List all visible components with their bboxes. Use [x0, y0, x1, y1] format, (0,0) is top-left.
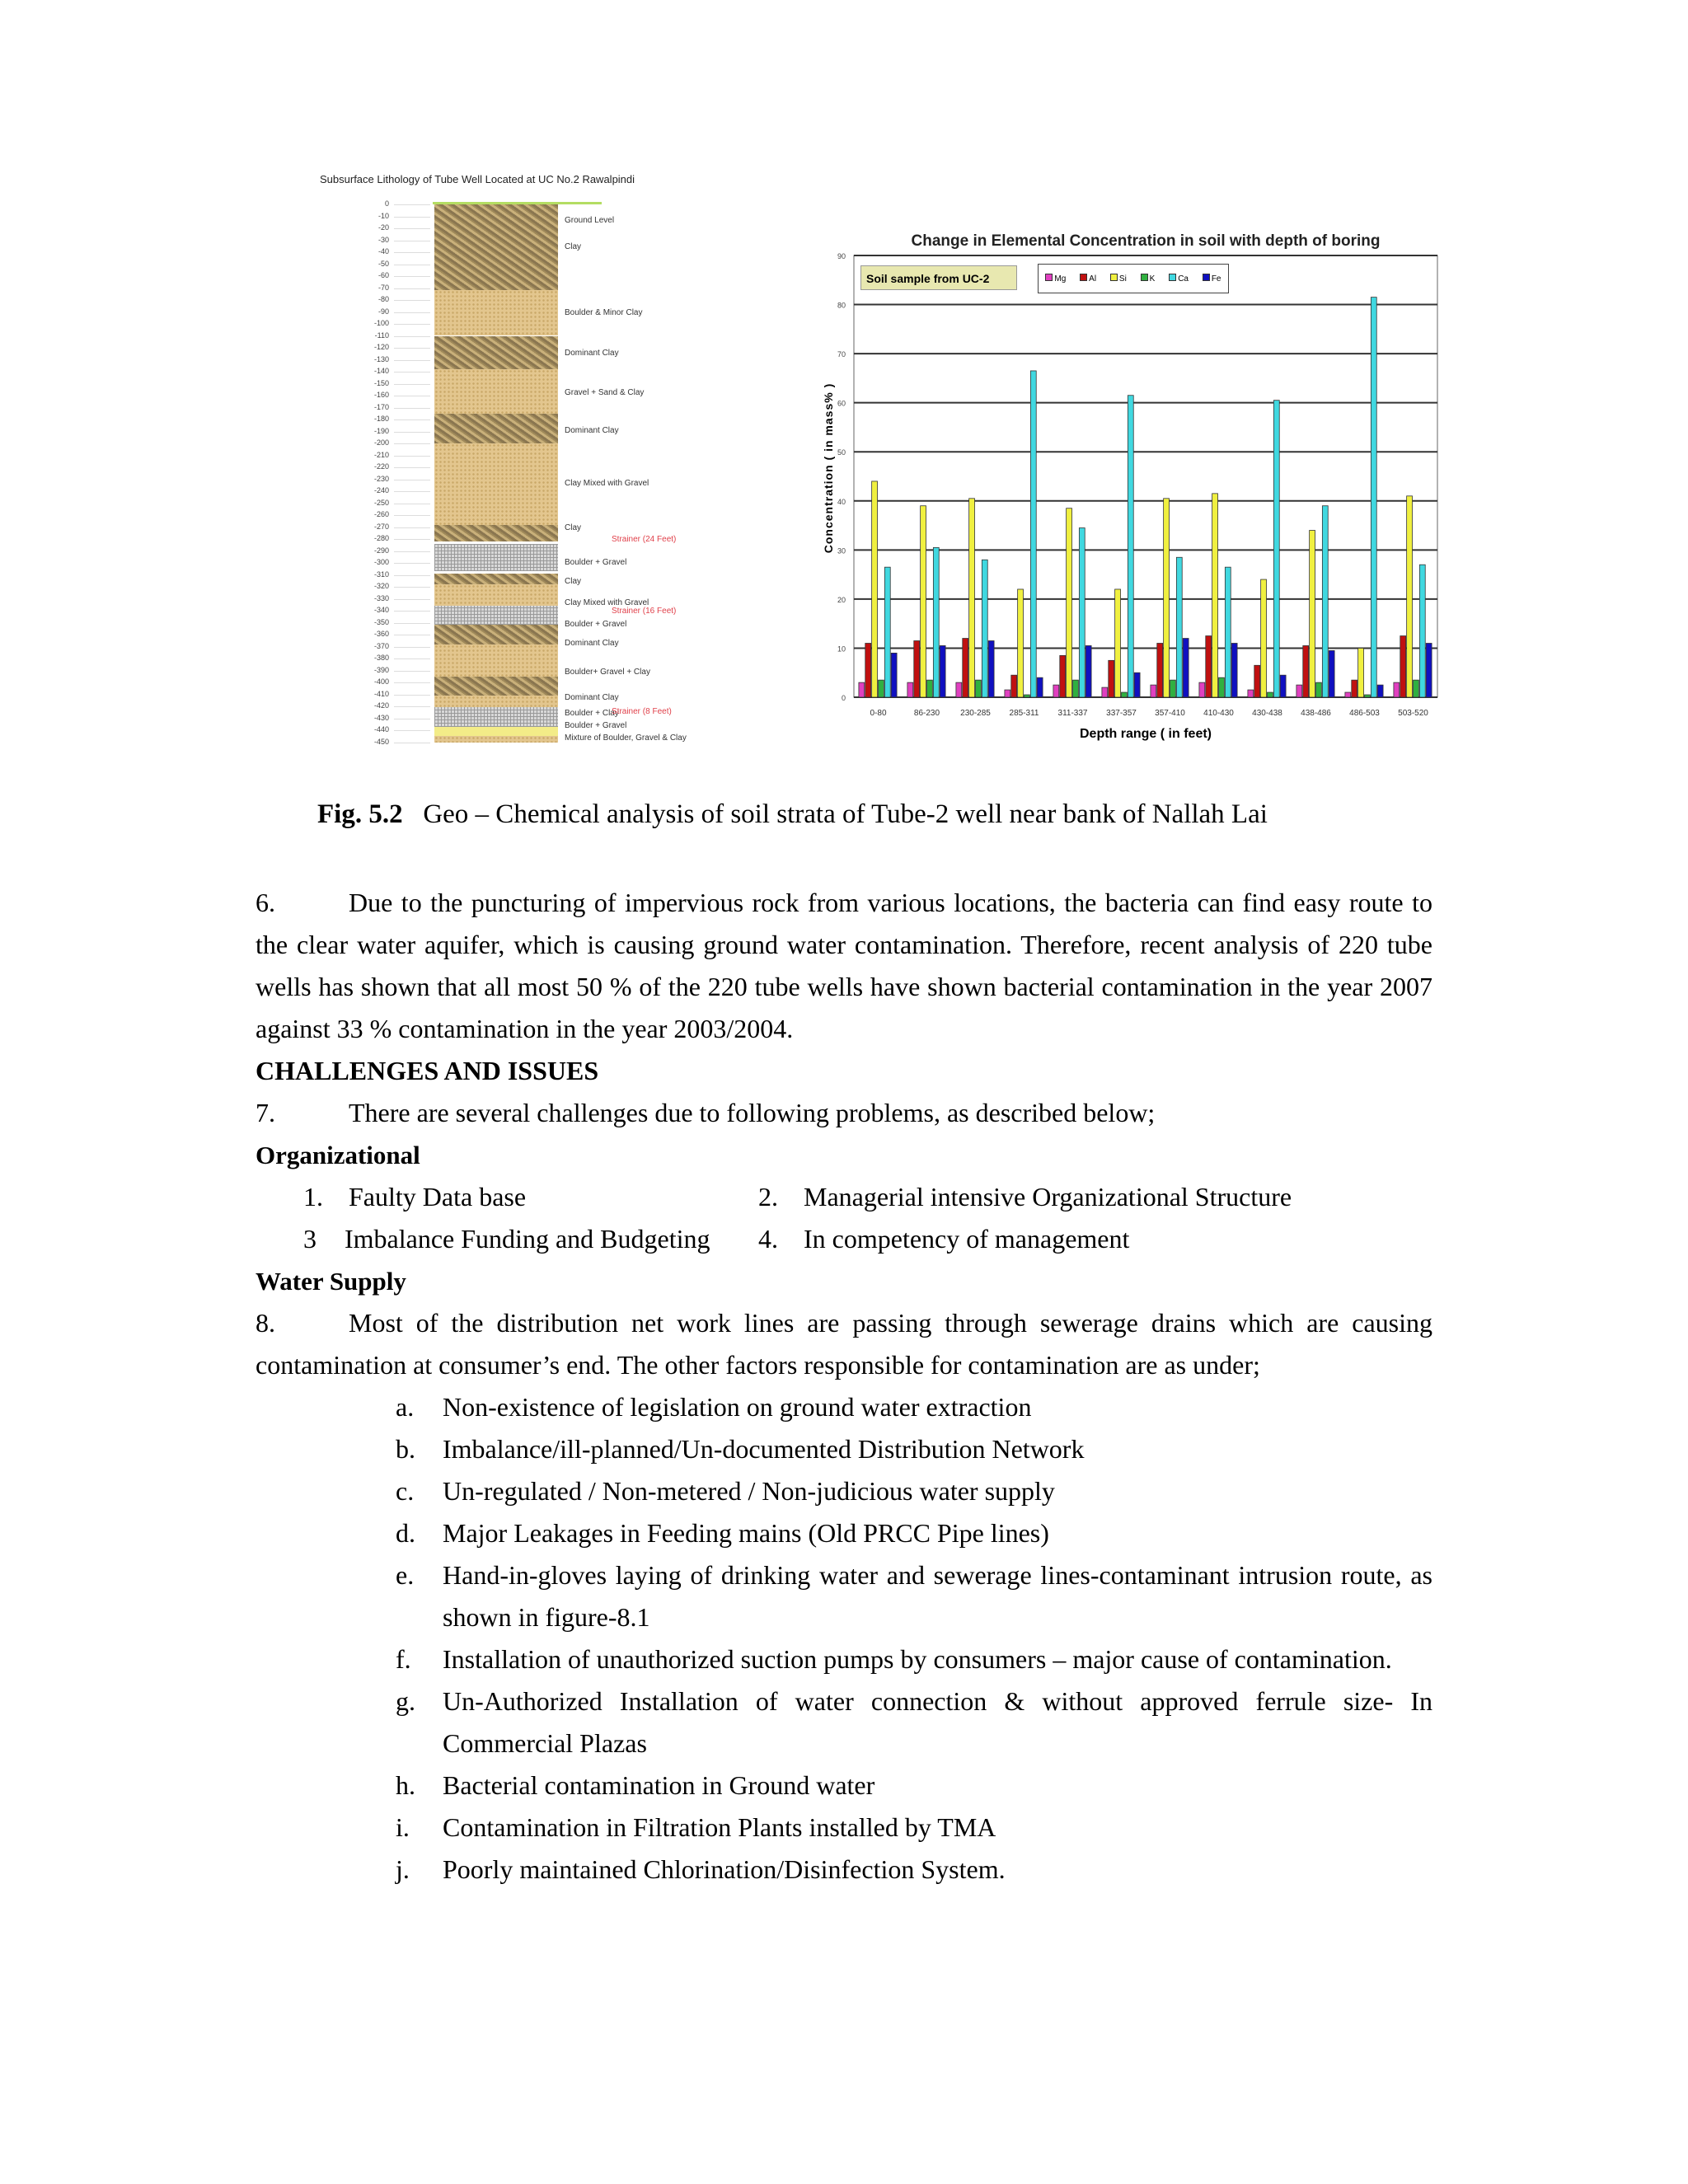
depth-tick-label: -160: [373, 391, 389, 399]
layer-label: Clay Mixed with Gravel: [565, 479, 649, 489]
chart-title: Change in Elemental Concentration in soil with depth of boring: [911, 232, 1381, 250]
depth-tick-label: -40: [377, 247, 389, 255]
legend-swatch: [1203, 274, 1210, 281]
paragraph-text: Due to the puncturing of impervious rock from various locations, the bacteria can find easy route to the clear water aquifer, which is causing ground water contamination. Therefore, recent analysis of 220 tube wells has shown that all most 50 % of the 220 tube wells have shown bacterial contamination in the year 2007 against 33 % contamination in the year 2003/2004.: [256, 888, 1432, 1043]
list-item-text: Non-existence of legislation on ground water extraction: [443, 1392, 1032, 1422]
layer-label: Boulder + Gravel: [565, 721, 627, 731]
layer-label: Mixture of Boulder, Gravel & Clay: [565, 733, 687, 743]
bar-mg: [1199, 682, 1205, 697]
list-marker: 3: [303, 1224, 316, 1254]
depth-tick-label: -290: [373, 546, 389, 555]
bar-al: [1206, 636, 1212, 697]
x-tick-label: 285-311: [1009, 709, 1039, 718]
list-item: In competency of management: [804, 1224, 1130, 1254]
bar-si: [921, 506, 926, 697]
layer-label: Dominant Clay: [565, 349, 619, 359]
legend-item: [1203, 274, 1221, 284]
y-tick-label: 10: [837, 644, 846, 654]
depth-tick-label: -110: [374, 330, 389, 340]
legend-label: Fe: [1211, 274, 1221, 284]
bar-mg: [1394, 682, 1400, 697]
chart-y-label: Concentration ( in mass% ): [822, 382, 835, 554]
layer-label: Clay: [565, 523, 582, 532]
bar-mg: [1296, 685, 1302, 697]
x-tick-label: 410-430: [1203, 709, 1234, 718]
bar-fe: [1134, 673, 1140, 697]
bar-fe: [988, 641, 994, 697]
depth-tick-label: -450: [373, 737, 389, 746]
x-tick-label: 430-438: [1252, 709, 1282, 718]
bar-mg: [1102, 687, 1108, 697]
list-item: [256, 1849, 1432, 1891]
paragraph-7: [256, 1092, 1432, 1134]
bar-mg: [1151, 685, 1156, 697]
bar-ca: [1225, 567, 1231, 697]
list-item: Managerial intensive Organizational Structure: [804, 1182, 1292, 1212]
bar-ca: [1128, 396, 1133, 697]
section-heading: CHALLENGES AND ISSUES: [256, 1056, 599, 1085]
list-item: [256, 1428, 1432, 1470]
depth-tick-label: -330: [373, 593, 389, 602]
layer-label: Boulder + Gravel: [565, 557, 627, 567]
paragraph-text: Most of the distribution net work lines are passing through sewerage drains which are causing contamination at consumer’s end. The other factors responsible for contamination are as under;: [256, 1308, 1432, 1380]
legend-swatch: [1045, 274, 1053, 281]
list-item-text: Poorly maintained Chlorination/Disinfection System.: [443, 1854, 1006, 1884]
bar-k: [1365, 695, 1371, 697]
bar-fe: [1329, 650, 1334, 697]
strainer-label: Strainer (16 Feet): [612, 606, 677, 616]
list-item-text: Bacterial contamination in Ground water: [443, 1770, 875, 1800]
depth-tick-label: 0: [384, 199, 389, 208]
bar-si: [969, 499, 975, 697]
y-tick-label: 70: [837, 350, 846, 359]
org-row-2: [256, 1218, 1432, 1260]
depth-tick-label: -50: [377, 259, 389, 268]
depth-tick-label: -430: [373, 713, 389, 722]
list-item-text: Un-regulated / Non-metered / Non-judicious water supply: [443, 1476, 1055, 1506]
bar-k: [879, 680, 884, 697]
lithology-title: Subsurface Lithology of Tube Well Located at UC No.2 Rawalpindi: [320, 173, 635, 185]
paragraph-number: 8.: [256, 1308, 275, 1338]
bar-fe: [1377, 685, 1383, 697]
legend-swatch: [1169, 274, 1176, 281]
legend-item: [1141, 274, 1156, 284]
bar-al: [865, 643, 871, 697]
x-tick-label: 486-503: [1349, 709, 1380, 718]
depth-tick-label: -130: [373, 354, 389, 363]
list-item: [256, 1512, 1432, 1554]
depth-tick-label: -30: [377, 235, 389, 244]
list-marker: h.: [396, 1770, 415, 1800]
bar-ca: [1322, 506, 1328, 697]
chart-plot: [0, 0, 1688, 766]
depth-tick-label: -170: [373, 402, 389, 411]
bar-al: [1011, 675, 1017, 697]
bar-si: [1261, 579, 1267, 697]
bar-k: [1170, 680, 1176, 697]
y-tick-label: 0: [841, 694, 846, 702]
caption-text: Geo – Chemical analysis of soil strata of Tube-2 well near bank of Nallah Lai: [423, 799, 1268, 829]
list-marker: b.: [396, 1434, 415, 1464]
caption-label: Fig. 5.2: [317, 799, 403, 829]
depth-tick-label: -200: [373, 438, 389, 447]
depth-tick-label: -380: [373, 654, 389, 662]
depth-tick-label: -60: [377, 271, 389, 279]
bar-al: [1157, 643, 1163, 697]
layer-label: Clay Mixed with Gravel: [565, 598, 649, 608]
bar-si: [1115, 589, 1121, 697]
depth-tick-label: -140: [373, 367, 389, 375]
depth-tick-label: -10: [377, 211, 389, 220]
legend-label: Mg: [1054, 274, 1067, 284]
bar-k: [1025, 695, 1030, 697]
strainer-label: Strainer (24 Feet): [612, 534, 677, 544]
bar-si: [1067, 509, 1072, 697]
depth-tick-label: -350: [373, 617, 389, 626]
list-marker: c.: [396, 1476, 415, 1506]
depth-tick-label: -370: [373, 641, 389, 650]
layer-label: Dominant Clay: [565, 426, 619, 436]
bar-al: [963, 639, 968, 697]
layer-label: Dominant Clay: [565, 692, 619, 702]
bar-fe: [1037, 677, 1043, 697]
bar-al: [1400, 636, 1406, 697]
bar-ca: [1273, 401, 1279, 697]
legend-label: Al: [1089, 274, 1097, 284]
list-item-text: Installation of unauthorized suction pumps by consumers – major cause of contamination.: [443, 1644, 1392, 1674]
depth-tick-label: -270: [373, 522, 389, 531]
y-tick-label: 40: [837, 497, 846, 506]
depth-tick-label: -180: [373, 415, 389, 423]
legend-swatch: [1080, 274, 1087, 281]
depth-tick-label: -320: [373, 582, 389, 590]
list-item: [256, 1765, 1432, 1807]
bar-mg: [1005, 690, 1010, 697]
depth-tick-label: -280: [373, 534, 389, 542]
depth-tick-label: -220: [373, 462, 389, 471]
bar-fe: [1231, 643, 1237, 697]
list-item: [256, 1807, 1432, 1849]
org-row-1: [256, 1176, 1432, 1218]
list-item-text: Imbalance/ill-planned/Un-documented Distribution Network: [443, 1434, 1085, 1464]
chart-x-label: Depth range ( in feet): [1079, 727, 1212, 741]
legend-label: Ca: [1178, 274, 1189, 284]
bar-si: [1310, 531, 1315, 697]
paragraph-number: 6.: [256, 888, 275, 917]
bar-ca: [1419, 565, 1425, 697]
y-tick-label: 20: [837, 595, 846, 604]
depth-tick-label: -240: [373, 486, 389, 494]
legend-label: Si: [1118, 274, 1127, 284]
bar-mg: [1248, 690, 1254, 697]
depth-tick-label: -190: [373, 426, 389, 435]
bar-ca: [1030, 371, 1036, 697]
layer-label: Dominant Clay: [565, 639, 619, 649]
list-item: [256, 1470, 1432, 1512]
depth-tick-label: -100: [373, 319, 389, 327]
paragraph-8: [256, 1302, 1432, 1386]
legend-label: K: [1149, 274, 1156, 284]
depth-tick-label: -360: [373, 630, 389, 638]
list-item-text: Hand-in-gloves laying of drinking water and sewerage lines-contaminant intrusion route, as shown in figure-8.1: [443, 1560, 1432, 1632]
bar-si: [872, 481, 878, 697]
y-tick-label: 60: [837, 399, 846, 408]
list-marker: 1.: [303, 1182, 323, 1212]
list-marker: f.: [396, 1644, 411, 1674]
chart-legend: [1038, 264, 1229, 293]
list-marker: j.: [396, 1854, 410, 1884]
layer-label: Boulder+ Gravel + Clay: [565, 668, 650, 677]
list-marker: d.: [396, 1518, 415, 1548]
x-tick-label: 438-486: [1301, 709, 1331, 718]
bar-ca: [1176, 557, 1182, 697]
figure-caption: [317, 799, 1268, 830]
list-marker: e.: [396, 1560, 415, 1590]
bar-mg: [956, 682, 962, 697]
bar-si: [1212, 494, 1218, 697]
layer-label: Boulder & Minor Clay: [565, 307, 643, 317]
y-tick-label: 50: [837, 448, 846, 457]
depth-tick-label: -420: [373, 701, 389, 710]
list-item: [256, 1554, 1432, 1638]
bar-si: [1164, 499, 1170, 697]
bar-mg: [1053, 685, 1059, 697]
depth-tick-label: -230: [373, 474, 389, 483]
paragraph-number: 7.: [256, 1098, 275, 1127]
chart-annotation: Soil sample from UC-2: [860, 265, 1017, 290]
layer-label: Clay: [565, 577, 582, 586]
list-item: [256, 1386, 1432, 1428]
x-tick-label: 311-337: [1057, 709, 1088, 718]
y-tick-label: 80: [837, 301, 846, 310]
x-tick-label: 503-520: [1398, 709, 1428, 718]
paragraph-6: [256, 882, 1432, 1050]
layer-label: Boulder + Gravel: [565, 620, 627, 630]
list-item: Faulty Data base: [349, 1182, 527, 1212]
subheading-organizational: Organizational: [256, 1141, 420, 1169]
x-tick-label: 230-285: [960, 709, 991, 718]
contamination-factors-list: [256, 1386, 1432, 1891]
bar-al: [1303, 645, 1309, 697]
bar-si: [1407, 496, 1413, 697]
bar-k: [1073, 680, 1079, 697]
bar-ca: [1079, 528, 1085, 697]
bar-mg: [907, 682, 913, 697]
bar-fe: [1183, 639, 1189, 697]
depth-tick-label: -80: [377, 295, 389, 303]
bar-k: [927, 680, 933, 697]
bar-mg: [859, 682, 865, 697]
depth-tick-label: -390: [373, 665, 389, 674]
strainer-label: Strainer (8 Feet): [612, 706, 672, 716]
plot-area: [854, 255, 1437, 697]
depth-tick-label: -90: [377, 307, 389, 316]
depth-tick-label: -260: [373, 510, 389, 518]
depth-tick-label: -400: [373, 677, 389, 686]
bar-k: [1414, 680, 1419, 697]
bar-al: [1109, 660, 1114, 697]
bar-al: [1060, 655, 1066, 697]
bar-k: [1122, 692, 1128, 697]
depth-tick-label: -20: [377, 223, 389, 232]
paragraph-text: There are several challenges due to following problems, as described below;: [349, 1098, 1156, 1127]
bar-si: [1018, 589, 1024, 697]
bar-k: [976, 680, 982, 697]
bar-k: [1316, 682, 1322, 697]
x-tick-label: 337-357: [1106, 709, 1137, 718]
legend-item: [1080, 274, 1096, 284]
depth-tick-label: -300: [373, 558, 389, 566]
subheading-water-supply: Water Supply: [256, 1267, 406, 1296]
legend-item: [1045, 274, 1066, 284]
bar-ca: [1371, 298, 1376, 697]
bar-fe: [891, 653, 897, 697]
depth-tick-label: -410: [373, 689, 389, 698]
list-item: [256, 1680, 1432, 1765]
depth-tick-label: -150: [373, 378, 389, 387]
bar-ca: [933, 547, 939, 697]
bar-fe: [1426, 643, 1432, 697]
y-tick-label: 30: [837, 546, 846, 555]
list-marker: 2.: [758, 1182, 778, 1212]
legend-swatch: [1141, 274, 1148, 281]
legend-item: [1169, 274, 1189, 284]
list-marker: a.: [396, 1392, 415, 1422]
depth-tick-label: -340: [373, 606, 389, 614]
depth-tick-label: -70: [377, 283, 389, 292]
body-text: [256, 882, 1432, 1891]
bar-ca: [982, 560, 987, 697]
layer-label: Clay: [565, 242, 582, 251]
y-tick-label: 90: [837, 252, 846, 260]
layer-label: Ground Level: [565, 216, 615, 226]
depth-tick-label: -120: [373, 343, 389, 351]
bar-fe: [940, 645, 945, 697]
legend-swatch: [1110, 274, 1118, 281]
list-item: [256, 1638, 1432, 1680]
depth-tick-label: -250: [373, 498, 389, 507]
list-item-text: Contamination in Filtration Plants installed by TMA: [443, 1812, 996, 1842]
depth-tick-label: -440: [373, 725, 389, 733]
bar-al: [1254, 665, 1260, 697]
x-tick-label: 357-410: [1155, 709, 1185, 718]
bar-mg: [1345, 692, 1351, 697]
bar-ca: [884, 567, 890, 697]
list-item-text: Un-Authorized Installation of water connection & without approved ferrule size- In Commercial Plazas: [443, 1686, 1432, 1758]
list-marker: i.: [396, 1812, 410, 1842]
bar-k: [1219, 677, 1225, 697]
bar-al: [914, 641, 920, 697]
depth-tick-label: -210: [373, 450, 389, 459]
legend-item: [1110, 274, 1127, 284]
x-tick-label: 86-230: [913, 709, 940, 718]
bar-si: [1358, 648, 1364, 697]
bar-fe: [1280, 675, 1286, 697]
layer-label: Boulder + Clay: [565, 708, 619, 718]
list-marker: g.: [396, 1686, 415, 1716]
bar-k: [1268, 692, 1273, 697]
layer-label: Gravel + Sand & Clay: [565, 387, 645, 397]
list-item-text: Major Leakages in Feeding mains (Old PRCC Pipe lines): [443, 1518, 1049, 1548]
list-item: Imbalance Funding and Budgeting: [345, 1224, 710, 1254]
bar-fe: [1085, 645, 1091, 697]
bar-al: [1352, 680, 1357, 697]
depth-tick-label: -310: [373, 569, 389, 579]
list-marker: 4.: [758, 1224, 778, 1254]
x-tick-label: 0-80: [870, 709, 887, 718]
